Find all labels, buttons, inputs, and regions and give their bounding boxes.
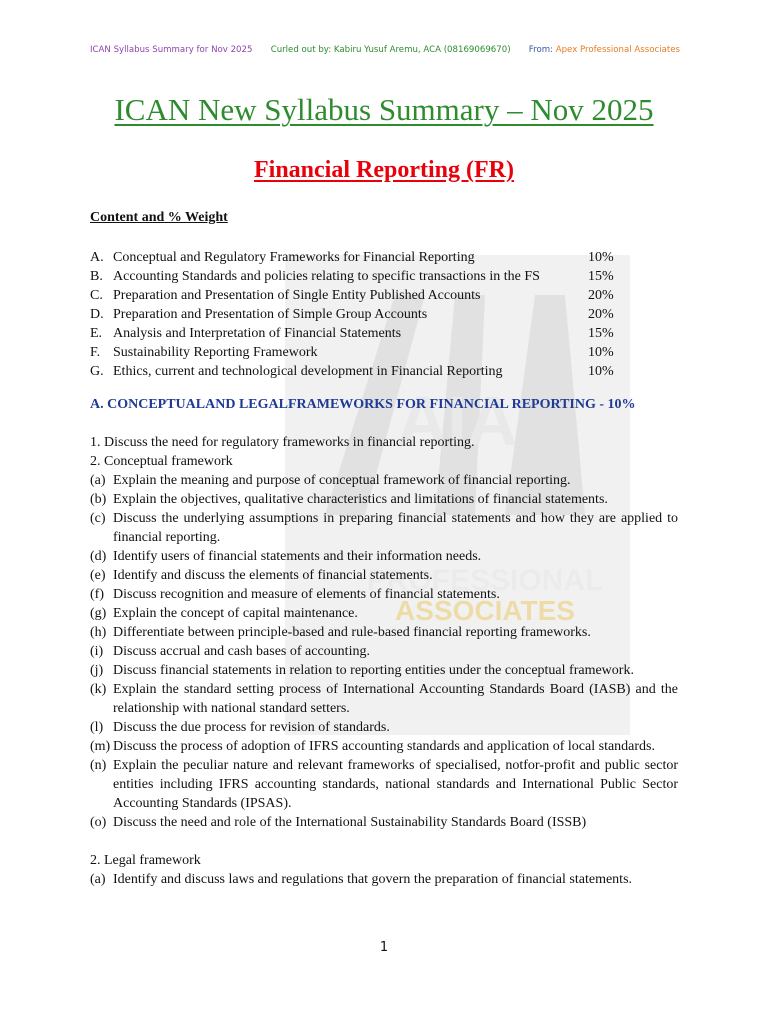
watermark-line2: ASSOCIATES — [395, 595, 575, 626]
list-item: (b) Explain the objectives, qualitative characteristics and limitations of financial statements. — [90, 492, 608, 507]
list-item: (k) Explain the standard setting process of International Accounting Standards Board (IASB) and the relationship with national standard setters. — [90, 682, 678, 716]
section-a-body — [90, 433, 678, 889]
watermark-logo-letters: AIA — [396, 382, 518, 460]
list-item: (g) Explain the concept of capital maintenance. — [90, 606, 358, 621]
subject-title: Financial Reporting (FR) — [254, 157, 514, 183]
weight-row: B. Accounting Standards and policies relating to specific transactions in the FS 15% — [90, 269, 614, 284]
list-item: (l) Discuss the due process for revision of standards. — [90, 720, 390, 735]
weight-row: A. Conceptual and Regulatory Frameworks for Financial Reporting 10% — [90, 250, 614, 265]
weight-row: F. Sustainability Reporting Framework 10% — [90, 345, 614, 360]
list-item: (m) Discuss the process of adoption of IFRS accounting standards and application of local standards. — [90, 739, 655, 754]
header-left: ICAN Syllabus Summary for Nov 2025 — [90, 45, 253, 55]
point-2: 2. Conceptual framework — [90, 454, 233, 469]
list-item: (a) Identify and discuss laws and regulations that govern the preparation of financial statements. — [90, 872, 633, 887]
list-item: (e) Identify and discuss the elements of financial statements. — [90, 568, 433, 583]
page-number: 1 — [379, 940, 389, 955]
weight-row: E. Analysis and Interpretation of Financial Statements 15% — [90, 326, 614, 341]
spacer — [90, 832, 678, 851]
legal-heading: 2. Legal framework — [90, 853, 201, 868]
list-item: (a) Explain the meaning and purpose of conceptual framework of financial reporting. — [90, 473, 571, 488]
watermark-line1: PROFESSIONAL — [366, 564, 604, 597]
page-header — [90, 45, 680, 55]
weight-row: G. Ethics, current and technological development in Financial Reporting 10% — [90, 364, 614, 379]
page-title: ICAN New Syllabus Summary – Nov 2025 — [114, 92, 654, 127]
header-source-name: Apex Professional Associates — [555, 45, 680, 55]
list-item: (d) Identify users of financial statements and their information needs. — [90, 549, 482, 564]
list-item: (n) Explain the peculiar nature and relevant frameworks of specialised, notfor-profit and public sector entities including IFRS accounting standards, national standards and International Public Sector Accounting Standards (IPSAS). — [90, 758, 678, 811]
point-1: 1. Discuss the need for regulatory frameworks in financial reporting. — [90, 435, 475, 450]
header-credit: Curled out by: Kabiru Yusuf Aremu, ACA (08169069670) — [270, 45, 511, 55]
header-source — [529, 45, 680, 55]
list-item: (h) Differentiate between principle-based and rule-based financial reporting frameworks. — [90, 625, 591, 640]
list-item: (i) Discuss accrual and cash bases of accounting. — [90, 644, 370, 659]
list-item: (c) Discuss the underlying assumptions in preparing financial statements and how they are applied to financial reporting. — [90, 511, 678, 545]
list-item: (f) Discuss recognition and measure of elements of financial statements. — [90, 587, 500, 602]
weight-row: D. Preparation and Presentation of Simple Group Accounts 20% — [90, 307, 614, 322]
header-source-label: From: — [528, 45, 553, 55]
list-item: (o) Discuss the need and role of the International Sustainability Standards Board (ISSB) — [90, 815, 587, 830]
list-item: (j) Discuss financial statements in relation to reporting entities under the conceptual framework. — [90, 663, 634, 678]
section-a-heading: A. CONCEPTUALAND LEGALFRAMEWORKS FOR FINANCIAL REPORTING - 10% — [90, 397, 636, 412]
weight-row: C. Preparation and Presentation of Single Entity Published Accounts 20% — [90, 288, 614, 303]
content-heading: Content and % Weight — [90, 210, 228, 225]
weights-list — [90, 248, 630, 381]
